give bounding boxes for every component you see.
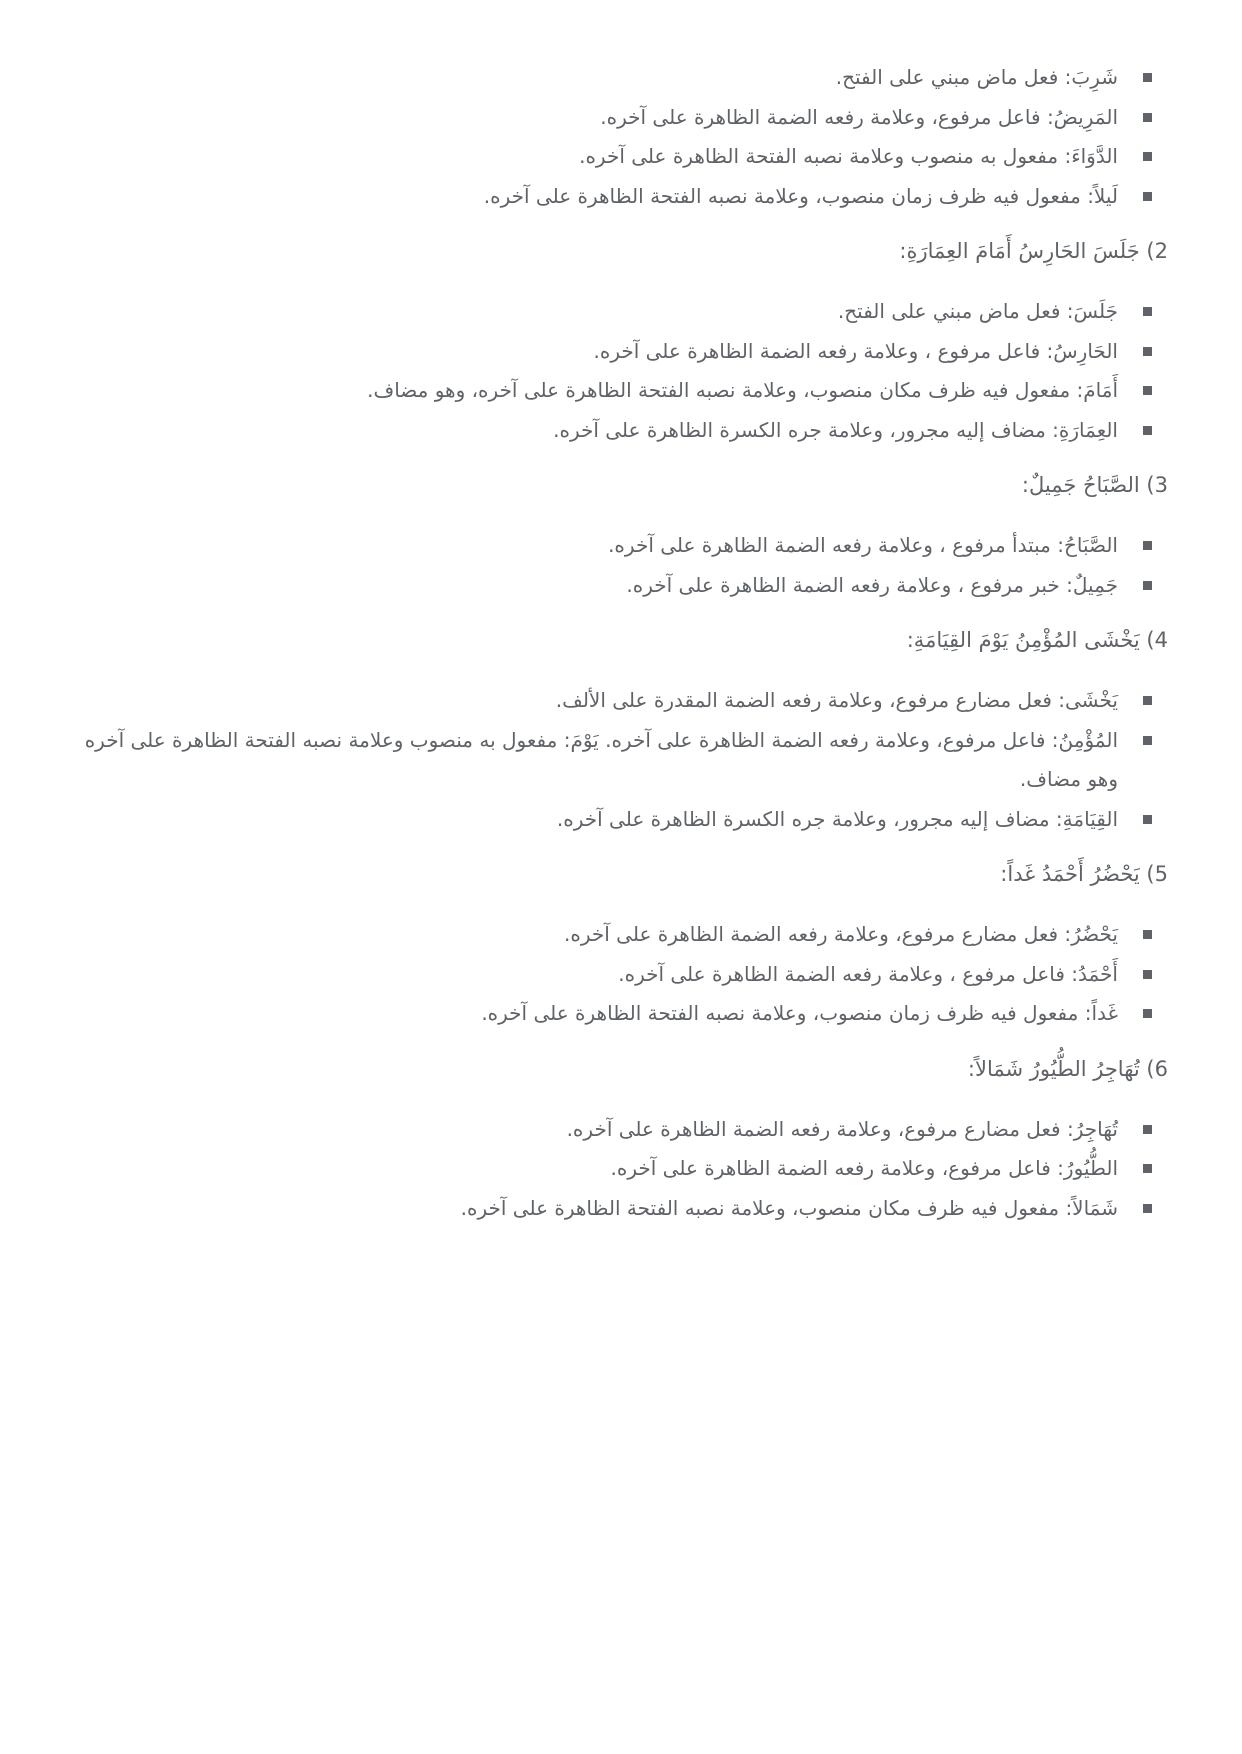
square-bullet-icon — [1143, 347, 1152, 356]
list-item — [68, 681, 1168, 721]
square-bullet-icon — [1143, 1009, 1152, 1018]
list-item — [68, 800, 1168, 840]
list-item — [68, 566, 1168, 606]
list-item — [68, 955, 1168, 995]
sentence-number: 4) — [1146, 628, 1168, 652]
list-item-text: العِمَارَةِ: مضاف إليه مجرور، وعلامة جره الكسرة الظاهرة على آخره. — [553, 417, 1118, 442]
square-bullet-icon — [1143, 581, 1152, 590]
square-bullet-icon — [1143, 1125, 1152, 1134]
square-bullet-icon — [1143, 815, 1152, 824]
square-bullet-icon — [1143, 970, 1152, 979]
list-item-text: أَحْمَدُ: فاعل مرفوع ، وعلامة رفعه الضمة الظاهرة على آخره. — [618, 961, 1118, 986]
list-item — [68, 994, 1168, 1034]
square-bullet-icon — [1143, 307, 1152, 316]
square-bullet-icon — [1143, 1164, 1152, 1173]
square-bullet-icon — [1143, 930, 1152, 939]
square-bullet-icon — [1143, 736, 1152, 745]
list-item — [68, 411, 1168, 451]
list-item-text: الدَّوَاءَ: مفعول به منصوب وعلامة نصبه الفتحة الظاهرة على آخره. — [579, 144, 1118, 168]
list-item-text: غَداً: مفعول فيه ظرف زمان منصوب، وعلامة نصبه الفتحة الظاهرة على آخره. — [481, 1001, 1118, 1025]
list-item — [68, 371, 1168, 411]
list-item — [68, 332, 1168, 372]
list-item — [68, 98, 1168, 138]
list-item — [68, 177, 1168, 217]
sentence-heading-5 — [68, 855, 1168, 894]
list-item — [68, 137, 1168, 177]
parsing-list-1 — [68, 58, 1168, 216]
square-bullet-icon — [1143, 696, 1152, 705]
square-bullet-icon — [1143, 386, 1152, 395]
list-item — [68, 526, 1168, 566]
sentence-heading-4 — [68, 621, 1168, 660]
sentence-text: الصَّبَاحُ جَمِيلٌ: — [1021, 473, 1140, 497]
list-item-text: الحَارِسُ: فاعل مرفوع ، وعلامة رفعه الضمة الظاهرة على آخره. — [593, 338, 1118, 363]
list-item-text: المَرِيضُ: فاعل مرفوع، وعلامة رفعه الضمة الظاهرة على آخره. — [600, 104, 1118, 129]
list-item — [68, 1110, 1168, 1150]
square-bullet-icon — [1143, 192, 1152, 201]
parsing-list-2 — [68, 292, 1168, 450]
parsing-list-6 — [68, 1110, 1168, 1229]
square-bullet-icon — [1143, 113, 1152, 122]
list-item-text: تُهَاجِرُ: فعل مضارع مرفوع، وعلامة رفعه الضمة الظاهرة على آخره. — [566, 1116, 1118, 1141]
sentence-heading-2 — [68, 232, 1168, 271]
sentence-heading-6 — [68, 1050, 1168, 1089]
list-item-text: يَحْضُرُ: فعل مضارع مرفوع، وعلامة رفعه الضمة الظاهرة على آخره. — [564, 922, 1118, 946]
list-item-text: المُؤْمِنُ: فاعل مرفوع، وعلامة رفعه الضمة الظاهرة على آخره. يَوْمَ: مفعول به منصوب وعلامة نصبه الفتحة الظاهرة على آخره وهو مضاف. — [84, 727, 1118, 791]
list-item — [68, 1189, 1168, 1229]
parsing-list-5 — [68, 915, 1168, 1034]
sentence-text: جَلَسَ الحَارِسُ أَمَامَ العِمَارَةِ: — [899, 239, 1140, 263]
list-item-text: يَخْشَى: فعل مضارع مرفوع، وعلامة رفعه الضمة المقدرة على الألف. — [555, 688, 1118, 712]
parsing-list-3 — [68, 526, 1168, 605]
square-bullet-icon — [1143, 541, 1152, 550]
sentence-heading-3 — [68, 466, 1168, 505]
sentence-number: 2) — [1146, 239, 1168, 263]
sentence-number: 3) — [1146, 473, 1168, 497]
square-bullet-icon — [1143, 73, 1152, 82]
list-item — [68, 1149, 1168, 1189]
list-item-text: الصَّبَاحُ: مبتدأ مرفوع ، وعلامة رفعه الضمة الظاهرة على آخره. — [608, 533, 1118, 557]
parsing-list-4 — [68, 681, 1168, 839]
list-item-text: القِيَامَةِ: مضاف إليه مجرور، وعلامة جره الكسرة الظاهرة على آخره. — [556, 806, 1118, 831]
list-item — [68, 915, 1168, 955]
list-item-text: جَمِيلٌ: خبر مرفوع ، وعلامة رفعه الضمة الظاهرة على آخره. — [626, 572, 1118, 597]
list-item — [68, 58, 1168, 98]
list-item-text: شَرِبَ: فعل ماض مبني على الفتح. — [835, 65, 1118, 89]
list-item — [68, 292, 1168, 332]
sentence-text: يَحْضُرُ أَحْمَدُ غَداً: — [1000, 862, 1140, 886]
list-item-text: الطُّيُورُ: فاعل مرفوع، وعلامة رفعه الضمة الظاهرة على آخره. — [610, 1156, 1118, 1180]
list-item — [68, 721, 1168, 800]
sentence-number: 6) — [1146, 1056, 1168, 1081]
list-item-text: جَلَسَ: فعل ماض مبني على الفتح. — [837, 299, 1118, 323]
square-bullet-icon — [1143, 152, 1152, 161]
list-item-text: أَمَامَ: مفعول فيه ظرف مكان منصوب، وعلامة نصبه الفتحة الظاهرة على آخره، وهو مضاف. — [367, 378, 1118, 402]
sentence-number: 5) — [1146, 862, 1168, 886]
sentence-text: يَخْشَى المُؤْمِنُ يَوْمَ القِيَامَةِ: — [906, 628, 1140, 652]
square-bullet-icon — [1143, 426, 1152, 435]
square-bullet-icon — [1143, 1204, 1152, 1213]
list-item-text: لَيلاً: مفعول فيه ظرف زمان منصوب، وعلامة نصبه الفتحة الظاهرة على آخره. — [483, 183, 1118, 208]
document-page — [68, 58, 1168, 1228]
sentence-text: تُهَاجِرُ الطُّيُورُ شَمَالاً: — [967, 1056, 1140, 1081]
list-item-text: شَمَالاً: مفعول فيه ظرف مكان منصوب، وعلامة نصبه الفتحة الظاهرة على آخره. — [460, 1195, 1118, 1220]
